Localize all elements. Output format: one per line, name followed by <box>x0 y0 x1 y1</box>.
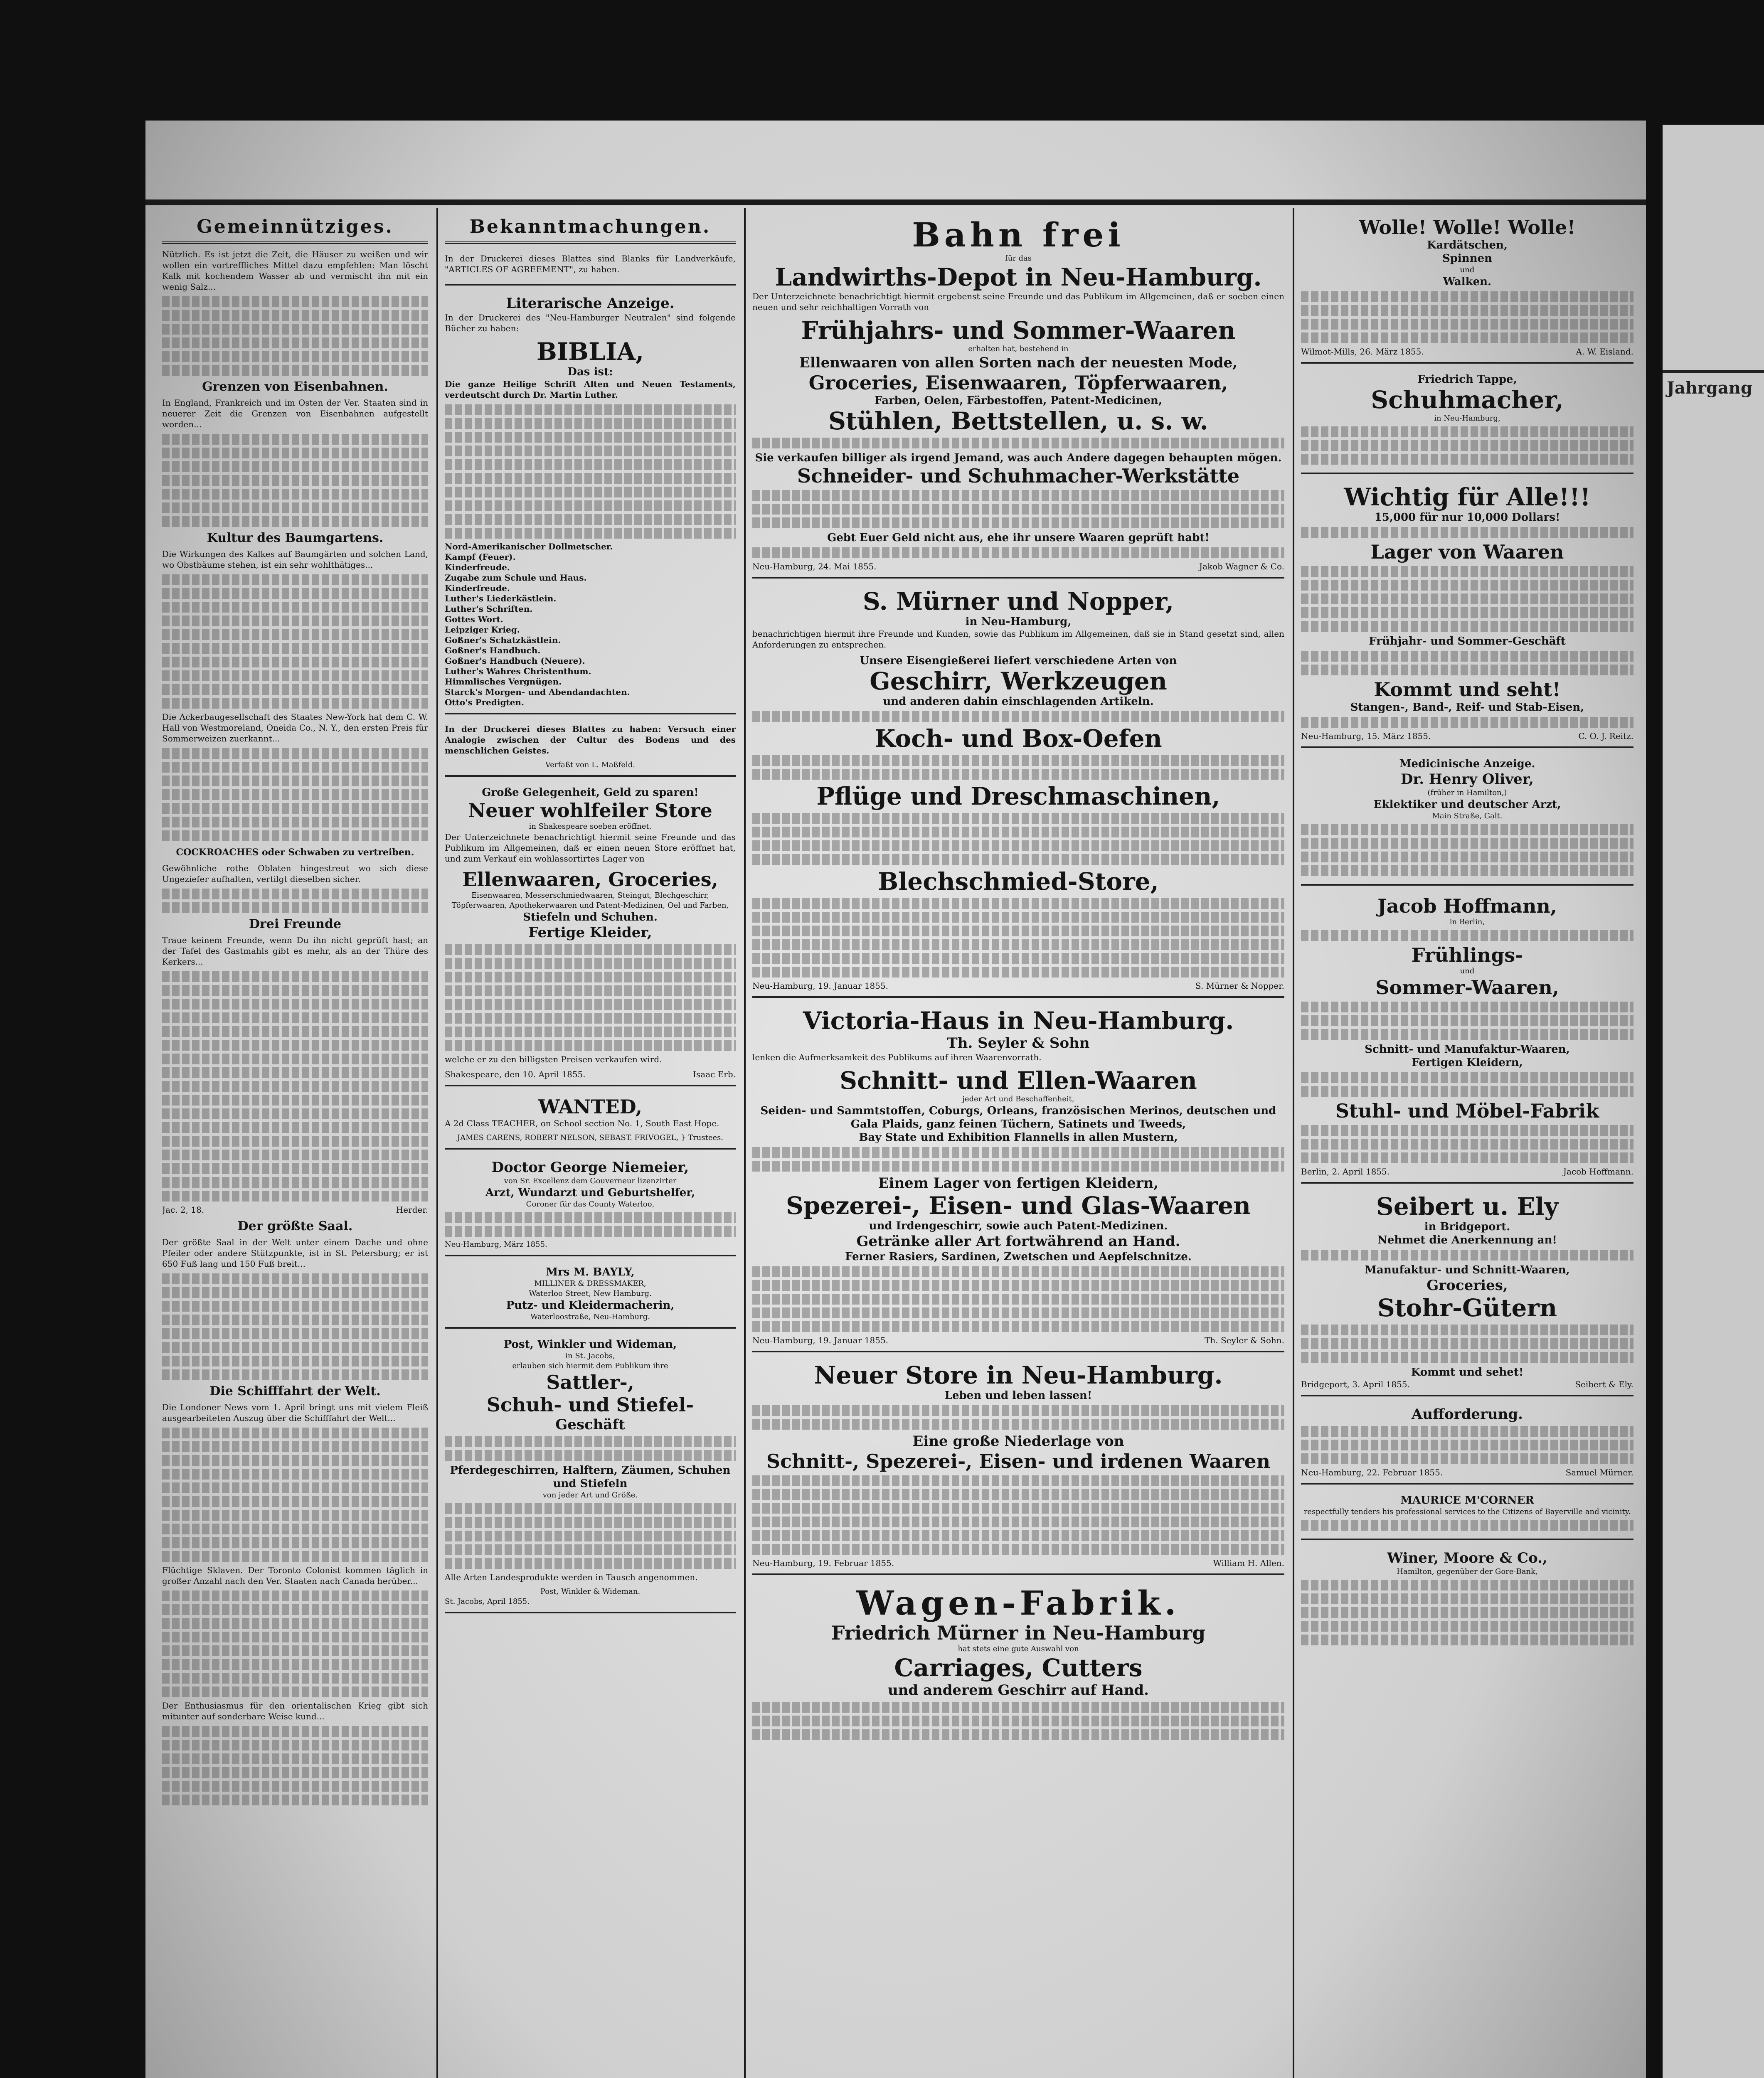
ad-title: Jacob Hoffmann, <box>1377 895 1557 917</box>
ad-blanks <box>445 249 736 286</box>
article-heading: COCKROACHES oder Schwaben zu vertreiben. <box>176 847 414 858</box>
book-item: Nord-Amerikanischer Dollmetscher. <box>445 542 613 552</box>
ad-date: Neu-Hamburg, 19. Januar 1855. <box>752 981 889 991</box>
ad-title: Winer, Moore & Co., <box>1387 1550 1547 1566</box>
article-heading: Grenzen von Eisenbahnen. <box>202 379 388 394</box>
ad-subtitle: Friedrich Mürner in Neu-Hamburg <box>831 1622 1206 1644</box>
ad-subtitle: MILLINER & DRESSMAKER, <box>534 1279 646 1288</box>
column-gemeinnuetziges <box>162 212 428 2078</box>
ad-place: in Neu-Hamburg, <box>1434 414 1500 423</box>
ad-title: Post, Winkler und Wideman, <box>503 1338 677 1351</box>
ad-subtitle: Putz- und Kleidermacherin, <box>506 1299 675 1312</box>
ad-mccorner <box>1301 1490 1633 1540</box>
ad-date: Shakespeare, den 10. April 1855. <box>445 1069 586 1079</box>
ad-oliver <box>1301 753 1633 886</box>
ad-signature: Samuel Mürner. <box>1565 1467 1633 1477</box>
ad-goods: Pferdegeschirren, Halftern, Zäumen, Schuhen und Stiefeln <box>450 1464 731 1490</box>
ad-text: hat stets eine gute Auswahl von <box>958 1645 1079 1653</box>
book-item: Kampf (Feuer). <box>445 552 516 562</box>
article-text: Traue keinem Freunde, wenn Du ihn nicht geprüft hast; an der Tafel des Gastmahls gibt es mehr, als an der Thüre des Kerkers... <box>162 935 428 967</box>
ad-winer <box>1301 1545 1633 1653</box>
ad-title: WANTED, <box>538 1096 642 1118</box>
ad-subtitle: Th. Seyler & Sohn <box>947 1035 1090 1051</box>
ad-signature: S. Mürner & Nopper. <box>1195 981 1284 991</box>
book-item: Luther's Schriften. <box>445 604 533 614</box>
ad-date: St. Jacobs, April 1855. <box>445 1597 530 1606</box>
ad-text: (früher in Hamilton,) <box>1427 788 1507 797</box>
book-item: Himmlisches Vergnügen. <box>445 677 562 687</box>
article-text: Der größte Saal in der Welt unter einem Dache und ohne Pfeiler oder andere Stützpunkte, ist in St. Petersburg; er ist 650 Fuß lang und 150 Fuß breit... <box>162 1237 428 1269</box>
ad-title: Dr. Henry Oliver, <box>1400 771 1534 788</box>
ad-slogan: Gebt Euer Geld nicht aus, ehe ihr unsere Waaren geprüft habt! <box>827 532 1210 544</box>
ad-goods: Geschirr, Werkzeugen <box>870 667 1167 695</box>
ad-goods: Getränke aller Art fortwährend an Hand. <box>856 1233 1180 1250</box>
ad-signature: Seibert & Ely. <box>1575 1379 1633 1389</box>
ad-goods: Kardätschen, <box>1426 239 1508 251</box>
ad-goods: Ellenwaaren von allen Sorten nach der neuesten Mode, <box>799 355 1238 371</box>
ad-goods: Stühlen, Bettstellen, u. s. w. <box>828 407 1208 435</box>
ad-wolle <box>1301 212 1633 364</box>
ad-title: BIBLIA, <box>536 337 644 366</box>
ad-st-jacobs <box>445 1334 736 1613</box>
ad-text: erlauben sich hiermit dem Publikum ihre <box>512 1362 668 1370</box>
ad-title: Sattler-, <box>546 1371 634 1394</box>
ad-address: Main Straße, Galt. <box>1432 812 1503 820</box>
ad-goods-list: Eisenwaaren, Messerschmiedwaaren, Steingut, Blechgeschirr, Töpferwaaren, Apothekerwaaren und Patent-Medizinen, Oel und Farben, <box>451 891 729 910</box>
ad-title: Bahn frei <box>912 215 1125 254</box>
ad-goods: Einem Lager von fertigen Kleidern, <box>878 1175 1159 1192</box>
ad-text: Der Unterzeichnete benachrichtigt hiermit ergebenst seine Freunde und das Publikum im Allgemeinen, daß er soeben einen neuen und sehr reichhaltigen Vorrath von <box>752 291 1284 312</box>
ad-goods: Seiden- und Sammtstoffen, Coburgs, Orleans, französischen Merinos, deutschen und Gala Plaids, ganz feinen Tüchern, Satinets und Tweeds, <box>760 1105 1276 1130</box>
ad-signature: Jakob Wagner & Co. <box>1199 561 1284 571</box>
ad-title: Seibert u. Ely <box>1376 1192 1559 1221</box>
ad-date: Bridgeport, 3. April 1855. <box>1301 1379 1410 1389</box>
book-item: Starck's Morgen- und Abendandachten. <box>445 687 630 697</box>
ad-text: Eine große Niederlage von <box>912 1433 1124 1450</box>
book-item: Kinderfreude. <box>445 583 510 593</box>
ad-text: In der Druckerei dieses Blattes zu haben: Versuch einer Analogie zwischen der Cultur des Bodens und des menschlichen Geistes. <box>445 724 736 756</box>
book-item: Gottes Wort. <box>445 614 503 624</box>
ad-signature: William H. Allen. <box>1213 1558 1284 1568</box>
ad-new-store <box>445 782 736 1086</box>
ad-text: von Sr. Excellenz dem Gouverneur lizenzirter <box>504 1177 677 1185</box>
ad-goods: Fertige Kleider, <box>528 924 652 941</box>
ad-wanted <box>445 1091 736 1150</box>
ad-signature: Post, Winkler & Wideman. <box>540 1587 641 1596</box>
ad-tagline: Große Gelegenheit, Geld zu sparen! <box>482 786 699 799</box>
column-bekanntmachungen <box>445 212 736 2078</box>
ad-signature: C. O. J. Reitz. <box>1578 731 1633 741</box>
ad-wagen-fabrik <box>752 1580 1284 1748</box>
ad-title: Aufforderung. <box>1412 1406 1523 1423</box>
book-item: Goßner's Schatzkästlein. <box>445 635 561 645</box>
ad-analogie <box>445 719 736 777</box>
ad-place: in Berlin, <box>1449 918 1485 926</box>
ad-signature: Th. Seyler & Sohn. <box>1205 1335 1284 1345</box>
article-text: In England, Frankreich und im Osten der Ver. Staaten sind in neuerer Zeit die Grenzen von Eisenbahnen aufgestellt worden... <box>162 398 428 429</box>
ad-address: Hamilton, gegenüber der Gore-Bank, <box>1397 1567 1538 1576</box>
ad-text: Die ganze Heilige Schrift Alten und Neuen Testaments, verdeutscht durch Dr. Martin Luther. <box>445 379 736 400</box>
ad-place: in Bridgeport. <box>1424 1221 1510 1233</box>
ad-neuer-store <box>752 1357 1284 1575</box>
ad-title: Victoria-Haus in Neu-Hamburg. <box>803 1007 1234 1035</box>
ad-text: A 2d Class TEACHER, on School section No. 1, South East Hope. <box>445 1118 719 1128</box>
rule <box>1663 370 1764 373</box>
ad-goods: Schnitt-, Spezerei-, Eisen- und irdenen Waaren <box>766 1450 1271 1472</box>
ad-text: welche er zu den billigsten Preisen verkaufen wird. <box>445 1054 662 1064</box>
ad-goods: Walken. <box>1443 276 1492 288</box>
ad-place: in Neu-Hamburg, <box>965 616 1072 628</box>
column-rule <box>436 208 438 2078</box>
ad-goods: Bay State und Exhibition Flannells in allen Mustern, <box>859 1131 1178 1144</box>
ad-title: Schuhmacher, <box>1371 386 1564 414</box>
ad-hoffmann <box>1301 891 1633 1184</box>
author: Herder. <box>396 1205 428 1215</box>
ad-aufforderung <box>1301 1401 1633 1485</box>
book-item: Luther's Liederkästlein. <box>445 593 557 603</box>
column-right-ads <box>1301 212 1633 2078</box>
ad-text: Unsere Eisengießerei liefert verschiedene Arten von <box>860 655 1177 667</box>
ad-slogan: Leben und leben lassen! <box>944 1389 1092 1402</box>
ad-title: Wagen-Fabrik. <box>856 1583 1180 1623</box>
ad-text: Coroner für das County Waterloo, <box>526 1200 655 1209</box>
ad-slogan: Kommt und seht! <box>1374 678 1561 701</box>
ad-goods: Stohr-Gütern <box>1377 1294 1557 1322</box>
ad-goods: Stangen-, Band-, Reif- und Stab-Eisen, <box>1350 701 1584 714</box>
top-rule <box>145 199 1646 205</box>
ad-title: Literarische Anzeige. <box>506 295 675 312</box>
ad-section: Medicinische Anzeige. <box>1399 758 1535 770</box>
column-header: Bekanntmachungen. <box>445 212 736 244</box>
ad-goods: Frühjahr- und Sommer-Geschäft <box>1369 635 1566 648</box>
ad-trustees: JAMES CARENS, ROBERT NELSON, SEBAST. FRIVOGEL, } Trustees. <box>457 1133 724 1142</box>
ad-title: Landwirths-Depot in Neu-Hamburg. <box>775 263 1262 291</box>
book-item: Zugabe zum Schule und Haus. <box>445 573 587 583</box>
ad-doctor <box>445 1155 736 1256</box>
article-heading: Drei Freunde <box>249 917 342 931</box>
ad-subtitle: Eklektiker und deutscher Arzt, <box>1373 798 1561 811</box>
ad-text: In der Druckerei des "Neu-Hamburger Neutralen" sind folgende Bücher zu haben: <box>445 313 736 333</box>
article-text: Der Enthusiasmus für den orientalischen Krieg gibt sich mitunter auf sonderbare Weise kund... <box>162 1701 428 1721</box>
ad-title: Geschäft <box>555 1416 625 1433</box>
ad-text: lenken die Aufmerksamkeit des Publikums auf ihren Waarenvorrath. <box>752 1052 1042 1062</box>
ad-goods: Koch- und Box-Oefen <box>875 724 1162 753</box>
ad-subtitle: in Shakespeare soeben eröffnet. <box>529 822 652 831</box>
ad-schuhmacher <box>1301 369 1633 474</box>
ad-address: Waterloo Street, New Hamburg. <box>529 1289 652 1298</box>
ad-date: Wilmot-Mills, 26. März 1855. <box>1301 347 1424 357</box>
ad-title: Neuer wohlfeiler Store <box>468 799 712 822</box>
ad-date: Neu-Hamburg, 19. Februar 1855. <box>752 1558 894 1568</box>
ad-place: in St. Jacobs, <box>565 1352 615 1360</box>
article-text: Flüchtige Sklaven. Der Toronto Colonist kommen täglich in großer Anzahl nach den Ver. Staaten nach Canada herüber... <box>162 1565 428 1586</box>
ad-signature: Isaac Erb. <box>693 1069 736 1079</box>
book-list <box>445 542 736 708</box>
ad-title: MAURICE M'CORNER <box>1400 1494 1534 1507</box>
ad-landwirths-depot <box>752 212 1284 579</box>
ad-goods: Stuhl- und Möbel-Fabrik <box>1335 1100 1599 1122</box>
article-text: Die Wirkungen des Kalkes auf Baumgärten und solchen Land, wo Obstbäume stehen, ist ein sehr wohlthätiges... <box>162 549 428 570</box>
ad-subtitle: Arzt, Wundarzt und Geburtshelfer, <box>485 1187 695 1199</box>
ad-goods: Carriages, Cutters <box>894 1654 1143 1682</box>
ad-date: Neu-Hamburg, 19. Januar 1855. <box>752 1335 889 1345</box>
ad-subtitle: Schneider- und Schuhmacher-Werkstätte <box>797 465 1240 487</box>
ad-goods: Manufaktur- und Schnitt-Waaren, <box>1365 1264 1570 1276</box>
ad-title: Neuer Store in Neu-Hamburg. <box>814 1361 1223 1389</box>
ad-author: Verfaßt von L. Maßfeld. <box>545 761 636 769</box>
column-rule <box>1293 208 1294 2078</box>
ad-literary <box>445 291 736 714</box>
ad-subtitle: 15,000 für nur 10,000 Dollars! <box>1374 511 1560 524</box>
ad-goods: jeder Art und Beschaffenheit, <box>962 1095 1074 1103</box>
ad-goods: Ellenwaaren, Groceries, <box>462 868 718 891</box>
article-text: Gewöhnliche rothe Oblaten hingestreut wo sich diese Ungeziefer aufhalten, vertilgt dieselben sicher. <box>162 863 428 884</box>
ad-title: Wolle! Wolle! Wolle! <box>1359 216 1576 239</box>
ad-text: und <box>1460 967 1475 975</box>
book-item: Goßner's Handbuch (Neuere). <box>445 656 585 666</box>
ad-text: respectfully tenders his professional services to the Citizens of Bayerville and vicinity. <box>1303 1507 1631 1516</box>
ad-seibert-ely <box>1301 1189 1633 1396</box>
ad-goods: Sommer-Waaren, <box>1375 976 1559 999</box>
book-item: Otto's Predigten. <box>445 697 524 707</box>
ad-text: In der Druckerei dieses Blattes sind Blanks für Landverkäufe, "ARTICLES OF AGREEMENT", zu haben. <box>445 254 736 274</box>
ad-subtitle: Friedrich Tappe, <box>1417 373 1517 386</box>
ad-text: Alle Arten Landesprodukte werden in Tausch angenommen. <box>445 1572 698 1582</box>
ad-subtitle: für das <box>1005 254 1032 263</box>
article-heading: Kultur des Baumgartens. <box>207 531 384 545</box>
book-item: Goßner's Handbuch. <box>445 645 541 655</box>
ad-goods: von jeder Art und Größe. <box>542 1491 638 1499</box>
ad-wichtig <box>1301 479 1633 748</box>
ad-goods: Farben, Oelen, Färbestoffen, Patent-Medicinen, <box>875 394 1162 407</box>
ad-victoria-haus <box>752 1003 1284 1352</box>
ad-title: Doctor George Niemeier, <box>491 1159 689 1176</box>
ad-goods: Pflüge und Dreschmaschinen, <box>816 782 1220 810</box>
ad-goods: Lager von Waaren <box>1370 541 1564 563</box>
citation: Jac. 2, 18. <box>162 1205 204 1215</box>
ad-goods: Frühlings- <box>1411 944 1523 966</box>
ad-subtitle: Das ist: <box>567 366 613 378</box>
ad-signature: A. W. Eisland. <box>1576 347 1633 357</box>
article-heading: Die Schifffahrt der Welt. <box>209 1384 381 1398</box>
ad-goods: Fertigen Kleidern, <box>1412 1056 1523 1069</box>
ad-text: und <box>1460 266 1475 274</box>
ad-text: Sie verkaufen billiger als irgend Jemand, was auch Andere dagegen behaupten mögen. <box>755 452 1282 464</box>
ad-signature: Jacob Hoffmann. <box>1563 1167 1633 1177</box>
adjacent-page-edge <box>1663 125 1764 2078</box>
ad-slogan: Kommt und sehet! <box>1411 1366 1524 1379</box>
ad-title: Frühjahrs- und Sommer-Waaren <box>801 316 1236 345</box>
ad-goods: Stiefeln und Schuhen. <box>523 911 658 923</box>
ad-text: erhalten hat, bestehend in <box>968 345 1069 353</box>
ad-address: Waterloostraße, Neu-Hamburg. <box>530 1312 650 1321</box>
ad-title: S. Mürner und Nopper, <box>862 587 1174 616</box>
ad-goods: und Irdengeschirr, sowie auch Patent-Medizinen. <box>869 1220 1168 1232</box>
ad-title: Schuh- und Stiefel- <box>486 1394 694 1416</box>
ad-goods: und anderem Geschirr auf Hand. <box>887 1682 1149 1699</box>
ad-goods: Schnitt- und Ellen-Waaren <box>840 1066 1197 1095</box>
article-text: Die Ackerbaugesellschaft des Staates New-York hat dem C. W. Hall von Westmoreland, Oneida Co., N. Y., den ersten Preis für Sommerweizen zuerkannt... <box>162 712 428 744</box>
article-heading: Der größte Saal. <box>237 1219 353 1234</box>
ad-goods: und anderen dahin einschlagenden Artikeln. <box>883 695 1154 708</box>
ad-title: Wichtig für Alle!!! <box>1344 483 1591 511</box>
column-header: Gemeinnütziges. <box>162 212 428 244</box>
column-rule <box>744 208 746 2078</box>
ad-goods: Ferner Rasiers, Sardinen, Zwetschen und Aepfelschnitze. <box>845 1251 1192 1263</box>
ad-goods: Blechschmied-Store, <box>878 867 1159 896</box>
article-text: Nützlich. Es ist jetzt die Zeit, die Häuser zu weißen und wir wollen ein vortreffliches Mittel dazu empfehlen: Man löscht Kalk mit kochendem Wasser ab und vermischt ihn mit ein wenig Salz... <box>162 249 428 292</box>
ad-goods: Groceries, Eisenwaaren, Töpferwaaren, <box>808 372 1228 394</box>
ad-date: Neu-Hamburg, 15. März 1855. <box>1301 731 1431 741</box>
ad-bayly <box>445 1261 736 1329</box>
ad-goods: Spinnen <box>1442 252 1493 265</box>
ad-date: Berlin, 2. April 1855. <box>1301 1167 1390 1177</box>
ad-title: Mrs M. BAYLY, <box>546 1266 635 1278</box>
book-item: Kinderfreude. <box>445 562 510 572</box>
ad-date: Neu-Hamburg, März 1855. <box>445 1240 547 1249</box>
ad-murner-nopper <box>752 584 1284 998</box>
ad-date: Neu-Hamburg, 22. Februar 1855. <box>1301 1467 1443 1477</box>
ad-text: benachrichtigen hiermit ihre Freunde und Kunden, sowie das Publikum im Allgemeinen, daß sie in Stand gesetzt sind, allen Anforderungen zu entsprechen. <box>752 629 1284 650</box>
book-item: Leipziger Krieg. <box>445 625 520 635</box>
ad-goods: Groceries, <box>1426 1277 1508 1294</box>
ad-date: Neu-Hamburg, 24. Mai 1855. <box>752 561 877 571</box>
ad-goods: Spezerei-, Eisen- und Glas-Waaren <box>786 1192 1251 1220</box>
ad-text: Der Unterzeichnete benachrichtigt hiermit seine Freunde und das Publikum im Allgemeinen, daß er einen neuen Store eröffnet hat, und zum Verkauf ein wohlassortirtes Lager von <box>445 832 736 864</box>
newspaper-page <box>145 121 1646 2078</box>
book-item: Luther's Wahres Christenthum. <box>445 666 591 676</box>
adjacent-page-title: Jahrgang <box>1667 378 1752 398</box>
column-main-ads <box>752 212 1284 2078</box>
article-text: Die Londoner News vom 1. April bringt uns mit vielem Fleiß ausgearbeiteten Auszug über die Schifffahrt der Welt... <box>162 1402 428 1423</box>
ad-goods: Schnitt- und Manufaktur-Waaren, <box>1365 1043 1570 1056</box>
ad-slogan: Nehmet die Anerkennung an! <box>1377 1234 1557 1246</box>
